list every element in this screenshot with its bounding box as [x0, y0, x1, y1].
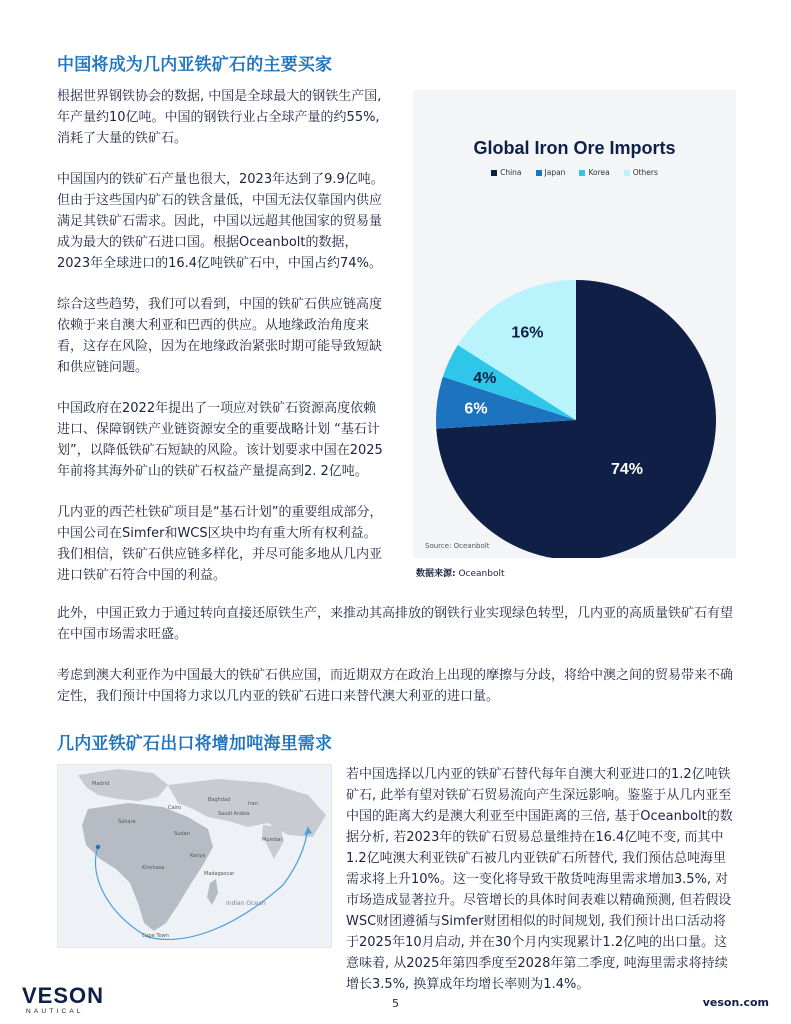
map-label: Cape Town [142, 933, 169, 939]
map-label: Madrid [92, 781, 110, 787]
map-label: Sudan [174, 831, 190, 837]
site-link[interactable]: veson.com [702, 996, 769, 1009]
legend-label: Japan [544, 168, 566, 177]
paragraph: 根据世界钢铁协会的数据, 中国是全球最大的钢铁生产国, 年产量约10亿吨。中国的钢铁行业占全球产量的约55%, 消耗了大量的铁矿石。 [57, 89, 382, 146]
map-label: Saudi Arabia [218, 811, 250, 817]
chart-title: Global Iron Ore Imports [473, 138, 676, 158]
legend-label: China [500, 168, 522, 177]
guinea-port-marker-icon [96, 845, 100, 849]
section-heading-tonne-miles: 几内亚铁矿石出口将增加吨海里需求 [57, 734, 333, 754]
paragraph: 此外，中国正致力于通过转向直接还原铁生产，来推动其高排放的钢铁行业实现绿色转型，几内亚的高质量铁矿石有望在中国市场需求旺盛。 [57, 606, 734, 642]
section-heading-china-buyer: 中国将成为几内亚铁矿石的主要买家 [57, 55, 333, 75]
pie-chart [413, 90, 736, 558]
paragraph: 若中国选择以几内亚的铁矿石替代每年自澳大利亚进口的1.2亿吨铁矿石, 此举有望对铁矿石贸易流向产生深远影响。鉴鉴于从几内亚至中国的距离大约是澳大利亚至中国距离的三倍, 基于Oceanbolt的数据分析, 若2023年的铁矿石贸易总量维持在16.4亿吨不变, 而其中1.2亿吨澳大利亚铁矿石被几内亚铁矿石所替代, 我们预估总吨海里需求将上升10%。这一变化将导致干散货吨海里需求增加3.5%, 对市场造成显著拉升。尽管增长的具体时间表难以精确预测, 但若假设WSC财团遵循与Simfer财团相似的时间规划, 我们预计出口活动将于2025年10月启动, 并在30个月内实现累计1.2亿吨的出口量。这意味着, 从2025年第四季度至2028年第二季度, 吨海里需求将持续增长3.5%, 换算成年均增长率则为1.4%。 [346, 767, 733, 992]
paragraph: 考虑到澳大利亚作为中国最大的铁矿石供应国，而近期双方在政治上出现的摩擦与分歧，将给中澳之间的贸易带来不确定性，我们预计中国将力求以几内亚的铁矿石进口来替代澳大利亚的进口量。 [57, 668, 734, 704]
chart-source-inner: Source: Oceanbolt [425, 542, 490, 550]
pie-chart-panel [413, 90, 736, 558]
section2-text [346, 764, 737, 995]
paragraph: 中国国内的铁矿石产量也很大，2023年达到了9.9亿吨。但由于这些国内矿石的铁含量低，中国无法仅靠国内供应满足其铁矿石需求。因此，中国以远超其他国家的贸易量成为最大的铁矿石进口国。根据Oceanbolt的数据，2023年全球进口的16.4亿吨铁矿石中，中国占约74%。 [57, 172, 384, 271]
pie-label-japan: 6% [464, 400, 488, 418]
map-label: Kenya [190, 853, 206, 859]
map-label: Madagascar [204, 871, 235, 877]
caption-value: Oceanbolt [455, 569, 505, 579]
map-label: Indian Ocean [226, 900, 266, 907]
full-width-text [57, 603, 737, 707]
map-label: Iran [248, 801, 258, 807]
left-column-text [57, 86, 387, 586]
veson-logo[interactable]: VESON [22, 983, 105, 1008]
paragraph: 综合这些趋势，我们可以看到，中国的铁矿石供应链高度依赖于来自澳大利亚和巴西的供应。从地缘政治角度来看，这存在风险，因为在地缘政治紧张时期可能导致短缺和供应链问题。 [57, 297, 383, 375]
trade-route-map [57, 764, 332, 948]
legend-label: Korea [588, 168, 610, 177]
map-label: Mumbai [262, 837, 282, 843]
pie-label-china: 74% [611, 460, 644, 478]
pie-label-korea: 4% [473, 370, 497, 388]
legend-label: Others [632, 168, 658, 177]
veson-logo-sub: NAUTICAL [26, 1008, 84, 1015]
map-label: Sahara [118, 819, 136, 825]
map-label: Cairo [168, 805, 181, 811]
page-number: 5 [392, 997, 399, 1010]
paragraph: 几内亚的西芒杜铁矿项目是“基石计划”的重要组成部分，中国公司在Simfer和WCS区块中均有重大所有权利益。我们相信，铁矿石供应链多样化，并尽可能多地从几内亚进口铁矿石符合中国的利益。 [57, 505, 383, 583]
map-label: Kinshasa [142, 865, 165, 871]
map-label: Baghdad [208, 797, 231, 803]
paragraph: 中国政府在2022年提出了一项应对铁矿石资源高度依赖进口、保障钢铁产业链资源安全的重要战略计划 “基石计划”，以降低铁矿石短缺的风险。该计划要求中国在2025年前将其海外矿山的铁矿石权益产量提高到2. 2亿吨。 [57, 401, 383, 479]
world-map-graphic [58, 765, 331, 947]
pie-label-others: 16% [511, 324, 544, 342]
chart-caption [416, 566, 505, 579]
caption-label: 数据来源: [416, 569, 456, 579]
